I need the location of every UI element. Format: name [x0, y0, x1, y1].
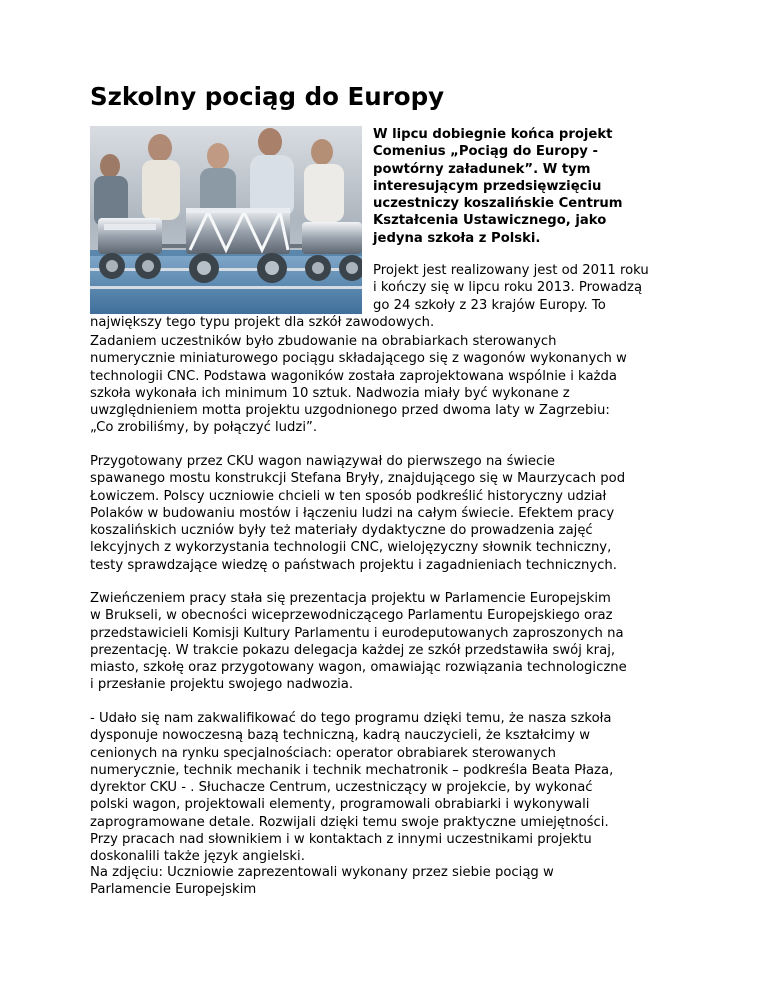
paragraph-line: numerycznie miniaturowego pociągu składającego się z wagonów wykonanych w — [90, 351, 627, 367]
paragraph-line: przedstawicieli Komisji Kultury Parlamentu i eurodeputowanych zaproszonych na — [90, 625, 624, 641]
lead-line: uczestniczy koszalińskie Centrum — [373, 196, 623, 212]
caption-line: Parlamencie Europejskim — [90, 882, 257, 898]
article-photo — [90, 126, 362, 314]
photo-caption — [90, 864, 554, 899]
paragraph-line: polski wagon, projektowali elementy, programowali obrabiarki i wykonywali — [90, 797, 590, 813]
paragraph-2 — [90, 453, 625, 574]
paragraph-line: Przygotowany przez CKU wagon nawiązywał do pierwszego na świecie — [90, 454, 556, 469]
lead-line: powtórny załadunek”. W tym — [373, 161, 591, 177]
paragraph-line: Przy pracach nad słownikiem i w kontaktach z innymi uczestnikami projektu — [90, 832, 592, 848]
paragraph-line: w Brukseli, w obecności wiceprzewodniczącego Parlamentu Europejskiego oraz — [90, 608, 613, 624]
paragraph-line: Zadaniem uczestników było zbudowanie na obrabiarkach sterowanych — [90, 334, 557, 349]
intro-side-text — [373, 262, 649, 314]
paragraph-line: dyrektor CKU - . Słuchacze Centrum, uczestniczący w projekcie, by wykonać — [90, 780, 593, 796]
lead-line: interesującym przedsięwzięciu — [373, 178, 602, 194]
paragraph-line: „Co zrobiliśmy, by połączyć ludzi”. — [90, 420, 318, 436]
paragraph-line: doskonalili także język angielski. — [90, 849, 305, 865]
paragraph-4 — [90, 710, 613, 866]
intro-line: i kończy się w lipcu roku 2013. Prowadzą — [373, 280, 643, 296]
paragraph-line: Łowiczem. Polscy uczniowie chcieli w ten sposób podkreślić historyczny udział — [90, 488, 607, 504]
paragraph-line: prezentację. W trakcie pokazu delegacja każdej ze szkół przedstawiła swój kraj, — [90, 642, 616, 658]
paragraph-line: dysponuje nowoczesną bazą techniczną, kadrą nauczycieli, że kształcimy w — [90, 728, 591, 744]
paragraph-line: technologii CNC. Podstawa wagoników została zaprojektowana wspólnie i każda — [90, 368, 617, 384]
paragraph-line: Zwieńczeniem pracy stała się prezentacja projektu w Parlamencie Europejskim — [90, 591, 611, 606]
paragraph-line: zaprogramowane detale. Rozwijali dzięki temu swoje praktyczne umiejętności. — [90, 814, 609, 830]
paragraph-line: testy sprawdzające wiedzę o państwach projektu i zagadnieniach technicznych. — [90, 557, 617, 573]
article-title: Szkolny pociąg do Europy — [90, 82, 445, 111]
paragraph-line: numerycznie, technik mechanik i technik mechatronik – podkreśla Beata Płaza, — [90, 762, 614, 778]
intro-line: największy tego typu projekt dla szkół zawodowych. — [90, 315, 435, 330]
paragraph-3 — [90, 590, 627, 694]
intro-full-text — [90, 314, 434, 331]
article-lead — [373, 126, 673, 247]
paragraph-line: cenionych na rynku specjalnościach: operator obrabiarek sterowanych — [90, 745, 556, 761]
paragraph-line: spawanego mostu konstrukcji Stefana Bryły, znajdującego się w Maurzycach pod — [90, 471, 626, 487]
paragraph-line: koszalińskich uczniów były też materiały dydaktyczne do prowadzenia zajęć — [90, 523, 593, 539]
intro-line: go 24 szkoły z 23 krajów Europy. To — [373, 297, 606, 313]
paragraph-line: Polaków w budowaniu mostów i łączeniu ludzi na całym świecie. Efektem pracy — [90, 505, 615, 521]
paragraph-line: szkoła wykonała ich minimum 10 sztuk. Nadwozia miały być wykonane z — [90, 385, 570, 401]
paragraph-line: miasto, szkołę oraz przygotowany wagon, omawiając rozwiązania technologiczne — [90, 660, 627, 676]
paragraph-line: i przesłanie projektu swojego nadwozia. — [90, 677, 354, 693]
lead-line: Comenius „Pociąg do Europy - — [373, 144, 598, 160]
paragraph-line: lekcyjnych z wykorzystania technologii CNC, wielojęzyczny słownik techniczny, — [90, 540, 612, 556]
lead-line: jedyna szkoła z Polski. — [373, 230, 541, 246]
caption-line: Na zdjęciu: Uczniowie zaprezentowali wykonany przez siebie pociąg w — [90, 865, 554, 880]
lead-line: Kształcenia Ustawicznego, jako — [373, 213, 607, 229]
train-model-photo-icon — [90, 126, 362, 314]
paragraph-line: uwzględnieniem motta projektu uzgodnionego przed dwoma laty w Zagrzebiu: — [90, 403, 610, 419]
paragraph-1 — [90, 333, 627, 437]
paragraph-line: - Udało się nam zakwalifikować do tego programu dzięki temu, że nasza szkoła — [90, 711, 612, 726]
lead-line: W lipcu dobiegnie końca projekt — [373, 127, 613, 142]
intro-line: Projekt jest realizowany jest od 2011 roku — [373, 263, 649, 278]
